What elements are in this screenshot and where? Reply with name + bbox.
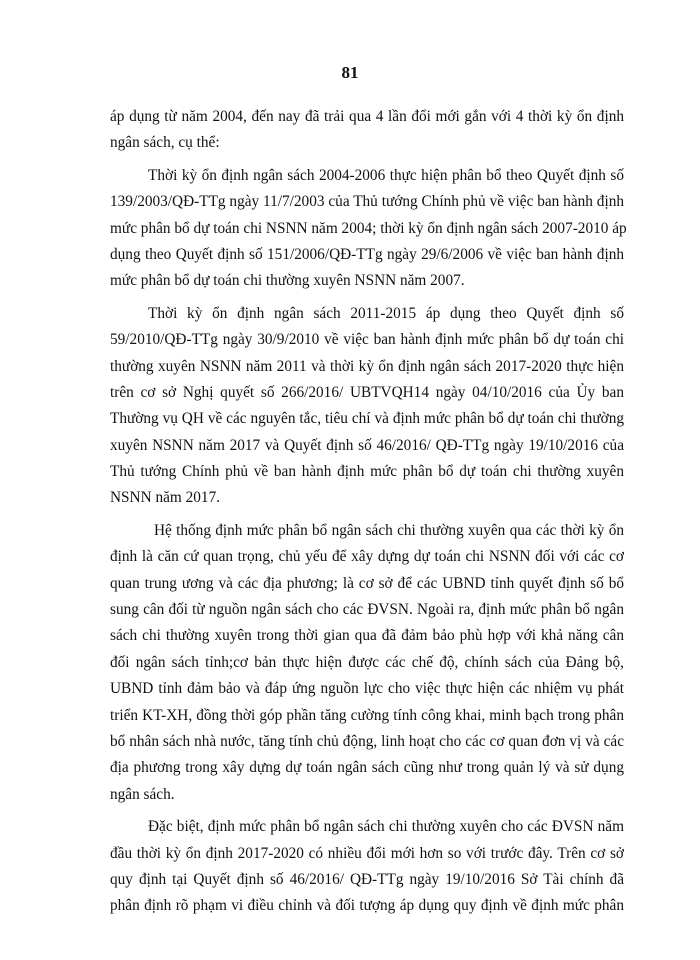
paragraph: [110, 301, 624, 512]
text-line: Thường vụ QH về các nguyên tắc, tiêu chí và định mức phân bổ dự toán chi thường: [110, 410, 624, 428]
text-line: xuyên NSNN năm 2017 và Quyết định số 46/2016/ QĐ-TTg ngày 19/10/2016 của: [110, 436, 624, 454]
text-line: sách chi thường xuyên trong thời gian qua đã đảm bảo phù hợp với khả năng cân: [110, 627, 624, 645]
text-line: NSNN năm 2017.: [110, 489, 221, 507]
text-line: mức phân bổ dự toán chi thường xuyên NSNN năm 2007.: [110, 272, 465, 290]
text-line: Thời kỳ ổn định ngân sách 2011-2015 áp dụng theo Quyết định số: [148, 304, 624, 322]
text-line: trên cơ sở Nghị quyết số 266/2016/ UBTVQH14 ngày 04/10/2016 của Ủy ban: [110, 383, 624, 401]
paragraph: [110, 104, 624, 157]
text-line: Thủ tướng Chính phủ về ban hành định mức phân bổ dự toán chi thường xuyên: [110, 463, 624, 481]
text-line: 59/2010/QĐ-TTg ngày 30/9/2010 về việc ban hành định mức phân bổ dự toán chi: [110, 331, 624, 349]
paragraph: [110, 814, 624, 920]
text-line: Đặc biệt, định mức phân bổ ngân sách chi thường xuyên cho các ĐVSN năm: [148, 818, 624, 836]
text-line: đối ngân sách tỉnh;cơ bản thực hiện được các chế độ, chính sách của Đảng bộ,: [110, 653, 624, 671]
text-line: ngân sách.: [110, 785, 175, 803]
text-line: 139/2003/QĐ-TTg ngày 11/7/2003 của Thủ tướng Chính phủ về việc ban hành định: [110, 193, 624, 211]
text-line: sung cân đối từ nguồn ngân sách cho các ĐVSN. Ngoài ra, định mức phân bổ ngân: [110, 601, 624, 619]
text-line: ngân sách, cụ thể:: [110, 134, 220, 152]
text-line: dụng theo Quyết định số 151/2006/QĐ-TTg ngày 29/6/2006 về việc ban hành định: [110, 245, 624, 263]
text-line: đầu thời kỳ ổn định 2017-2020 có nhiều đổi mới hơn so với trước đây. Trên cơ sở: [110, 844, 624, 862]
text-line: địa phương trong xây dựng dự toán ngân sách cũng như trong quản lý và sử dụng: [110, 759, 624, 777]
text-line: phân định rõ phạm vi điều chỉnh và đối tượng áp dụng quy định về định mức phân: [110, 897, 624, 915]
text-line: mức phân bổ dự toán chi NSNN năm 2004; thời kỳ ổn định ngân sách 2007-2010 áp: [110, 219, 627, 237]
text-line: quy định tại Quyết định số 46/2016/ QĐ-TTg ngày 19/10/2016 Sở Tài chính đã: [110, 870, 624, 888]
page-number: 81: [341, 63, 359, 82]
text-line: quan trung ương và các địa phương; là cơ sở để các UBND tỉnh quyết định số bổ: [110, 574, 624, 592]
text-line: Hệ thống định mức phân bổ ngân sách chi thường xuyên qua các thời kỳ ổn: [154, 521, 624, 539]
text-line: định là căn cứ quan trọng, chủ yếu để xây dựng dự toán chi NSNN đối với các cơ: [110, 548, 624, 566]
document-body: [110, 104, 627, 920]
text-line: triển KT-XH, đồng thời góp phần tăng cường tính công khai, minh bạch trong phân: [110, 706, 624, 724]
text-line: bổ nhân sách nhà nước, tăng tính chủ động, linh hoạt cho các cơ quan đơn vị và các: [110, 732, 624, 750]
text-line: áp dụng từ năm 2004, đến nay đã trải qua 4 lần đổi mới gắn với 4 thời kỳ ổn định: [110, 108, 624, 125]
text-line: UBND tỉnh đảm bảo và đáp ứng nguồn lực cho việc thực hiện các nhiệm vụ phát: [110, 680, 624, 698]
paragraph: [110, 163, 627, 295]
paragraph: [110, 518, 624, 808]
text-line: Thời kỳ ổn định ngân sách 2004-2006 thực hiện phân bổ theo Quyết định số: [148, 166, 624, 184]
text-line: thường xuyên NSNN năm 2011 và thời kỳ ổn định ngân sách 2017-2020 thực hiện: [110, 357, 624, 375]
